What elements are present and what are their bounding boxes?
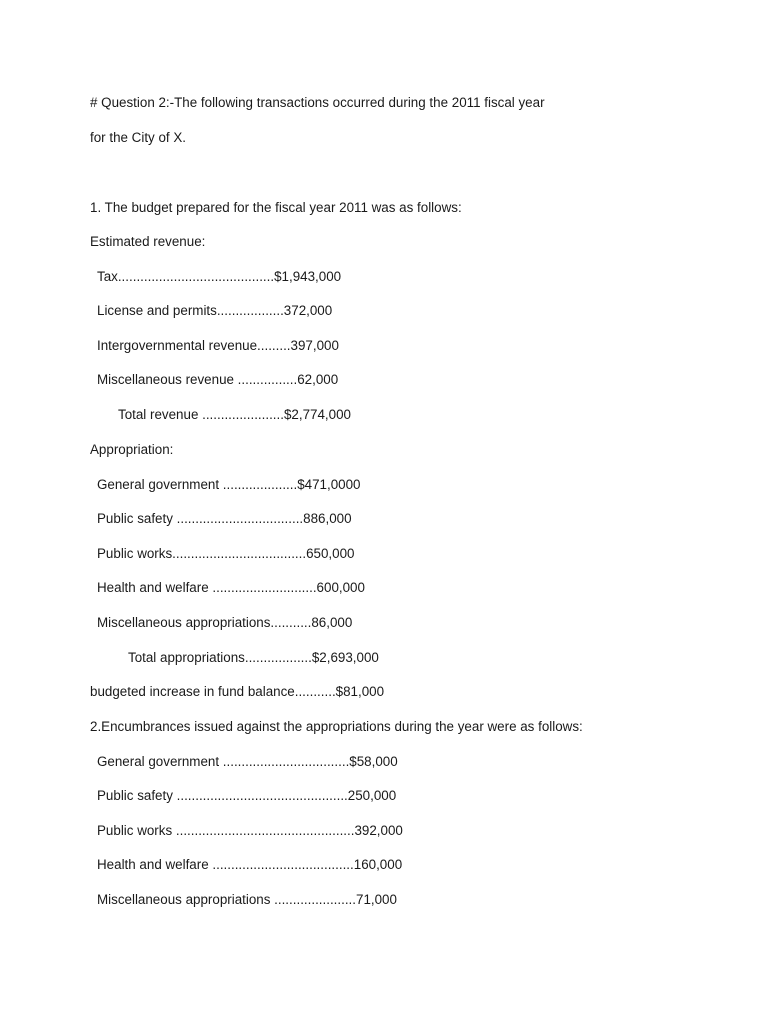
revenue-item: Tax..........................................$1,943,000 (97, 269, 342, 284)
total-appropriations: Total appropriations..................$2,693,000 (128, 650, 379, 665)
appropriation-item: Health and welfare ............................600,000 (97, 580, 365, 595)
appropriation-item: General government ....................$471,0000 (97, 477, 361, 492)
budgeted-increase: budgeted increase in fund balance...........$81,000 (90, 684, 385, 699)
budget-intro: 1. The budget prepared for the fiscal year 2011 was as follows: (90, 200, 462, 215)
question-title-continuation: for the City of X. (90, 130, 187, 145)
appropriation-item: Miscellaneous appropriations...........86,000 (97, 615, 353, 630)
encumbrance-item: Health and welfare ......................................160,000 (97, 857, 403, 872)
encumbrances-intro: 2.Encumbrances issued against the appropriations during the year were as follows: (90, 719, 583, 734)
revenue-item: Miscellaneous revenue ................62,000 (97, 372, 339, 387)
revenue-item: License and permits..................372,000 (97, 303, 333, 318)
estimated-revenue-heading: Estimated revenue: (90, 234, 206, 249)
appropriation-item: Public works....................................650,000 (97, 546, 355, 561)
appropriation-item: Public safety ..................................886,000 (97, 511, 352, 526)
appropriation-heading: Appropriation: (90, 442, 174, 457)
total-revenue: Total revenue ......................$2,774,000 (118, 407, 351, 422)
encumbrance-item: Public works ................................................392,000 (97, 823, 403, 838)
question-title: # Question 2:-The following transactions occurred during the 2011 fiscal year (90, 95, 545, 110)
revenue-item: Intergovernmental revenue.........397,000 (97, 338, 339, 353)
encumbrance-item: Miscellaneous appropriations ......................71,000 (97, 892, 397, 907)
encumbrance-item: General government ..................................$58,000 (97, 754, 398, 769)
encumbrance-item: Public safety ..............................................250,000 (97, 788, 397, 803)
